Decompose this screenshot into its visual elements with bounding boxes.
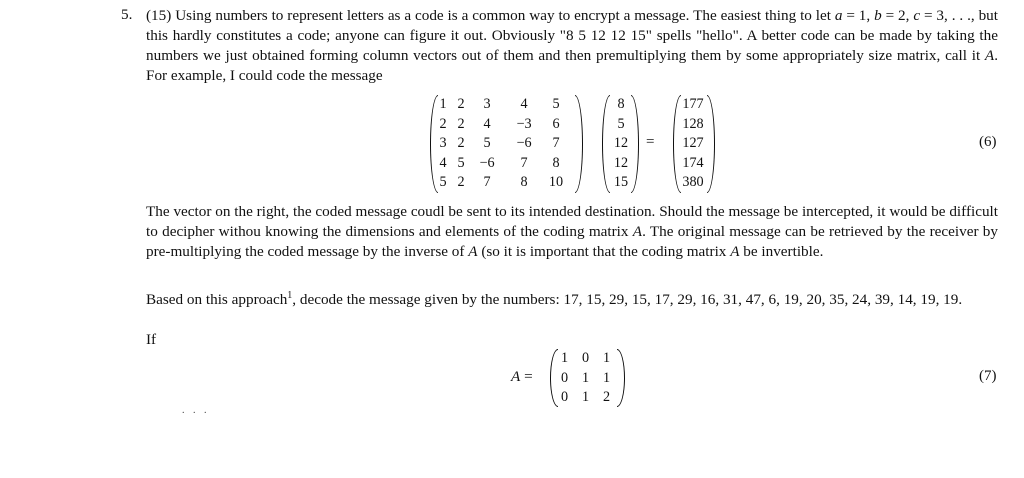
p2-seg: The vector on the right, the coded message coudl be sent to its intended destination. Should the message be intercepted, it would be difficult to decipher withou knowing the dimensions and elements of the coding matrix [146, 203, 998, 240]
problem-number: 5. [121, 6, 133, 23]
matrix-A-cell: 1 [602, 350, 611, 366]
coding-matrix-cell: 2 [457, 115, 465, 132]
p3-seg: , decode the message given by the numbers: 17, 15, 29, 15, 17, 29, 16, 31, 47, 6, 19, 20, 35, 24, 39, 14, 19, 19. [292, 291, 963, 309]
coding-matrix-cell: 7 [483, 174, 491, 191]
coded-vector-cell: 380 [682, 174, 704, 191]
explanation-paragraph [146, 202, 998, 262]
right-paren [575, 95, 583, 193]
coding-matrix-cell: −3 [516, 115, 532, 132]
message-vector-cell: 12 [613, 135, 629, 152]
var-b: b [874, 7, 882, 24]
var-A: A [632, 223, 643, 240]
var-A: A [511, 368, 521, 385]
intro-paragraph [146, 6, 998, 86]
coding-matrix-cell: 8 [552, 154, 560, 171]
p3-seg: Based on this approach [146, 291, 288, 309]
p1-seg: = 2, [881, 7, 914, 24]
coded-vector-cell: 128 [682, 115, 704, 132]
coded-vector-cell: 177 [682, 96, 704, 112]
coding-matrix [434, 95, 568, 193]
right-paren [631, 95, 639, 193]
task-paragraph [146, 286, 998, 310]
message-vector-cell: 5 [617, 115, 625, 132]
equation-label-7: (7) [979, 368, 997, 384]
equation-label-6: (6) [979, 134, 997, 150]
p2-seg: . The original message can be retrieved by the receiver by pre-multiplying the coded message by the inverse of [146, 223, 998, 260]
p2-seg: be invertible. [739, 243, 824, 260]
coding-matrix-cell: 2 [457, 174, 465, 191]
coding-matrix-cell: 4 [520, 96, 528, 112]
coding-matrix-cell: 5 [457, 154, 465, 171]
coding-matrix-cell: 4 [483, 115, 491, 132]
p1-seg: (15) Using numbers to represent letters as a code is a common way to encrypt a message. The easiest thing to let [146, 7, 835, 24]
coding-matrix-cell: 2 [457, 96, 465, 112]
p1-seg: = 3, . . ., but this hardly constitutes a code; anyone can figure it out. Obviously "8 5 12 12 15" spells "hello". A better code can be made by taking the numbers we just obtained forming column vectors out of them and then premultiplying them by some appropriately size matrix, call it [146, 7, 998, 64]
coding-matrix-cell: 2 [439, 115, 447, 132]
coded-vector [678, 95, 708, 193]
coding-matrix-cell: 1 [439, 96, 447, 112]
matrix-A-cell: 1 [602, 369, 611, 386]
equals-sign: = [520, 368, 533, 385]
coding-matrix-cell: 3 [483, 96, 491, 112]
coding-matrix-cell: 5 [439, 174, 447, 191]
stray-marks: . . . [182, 405, 210, 416]
var-a: a [834, 7, 843, 24]
coding-matrix-cell: 3 [439, 135, 447, 152]
matrix-A-cell: 0 [581, 350, 590, 366]
equation-7-lhs [511, 368, 533, 386]
coding-matrix-cell: 5 [483, 135, 491, 152]
var-A: A [730, 243, 740, 260]
matrix-A [554, 349, 617, 408]
message-vector-cell: 12 [613, 154, 629, 171]
p2-seg: (so it is important that the coding matrix [477, 243, 731, 260]
right-paren [617, 349, 625, 407]
coding-matrix-cell: 10 [548, 174, 564, 191]
equals-sign: = [646, 134, 655, 150]
p1-seg: = 1, [842, 7, 875, 24]
coding-matrix-cell: 2 [457, 135, 465, 152]
right-paren [707, 95, 715, 193]
coding-matrix-cell: 6 [552, 115, 560, 132]
var-A: A [468, 243, 478, 260]
matrix-A-cell: 0 [560, 389, 569, 406]
coding-matrix-cell: 5 [552, 96, 560, 112]
coding-matrix-cell: −6 [516, 135, 532, 152]
matrix-A-cell: 2 [602, 389, 611, 406]
if-text: If [146, 331, 157, 348]
message-vector-cell: 15 [613, 174, 629, 191]
message-vector-cell: 8 [617, 96, 625, 112]
var-A: A [984, 47, 995, 64]
coded-vector-cell: 174 [682, 154, 704, 171]
footnote-mark: 1 [287, 290, 293, 301]
coding-matrix-cell: −6 [479, 154, 495, 171]
coded-vector-cell: 127 [682, 135, 704, 152]
p1-seg: . For example, I could code the message [146, 47, 998, 84]
coding-matrix-cell: 8 [520, 174, 528, 191]
coding-matrix-cell: 7 [520, 154, 528, 171]
var-c: c [913, 7, 921, 24]
matrix-A-cell: 1 [581, 369, 590, 386]
coding-matrix-cell: 7 [552, 135, 560, 152]
coding-matrix-cell: 4 [439, 154, 447, 171]
matrix-A-cell: 1 [581, 389, 590, 406]
matrix-A-cell: 1 [560, 350, 569, 366]
matrix-A-cell: 0 [560, 369, 569, 386]
